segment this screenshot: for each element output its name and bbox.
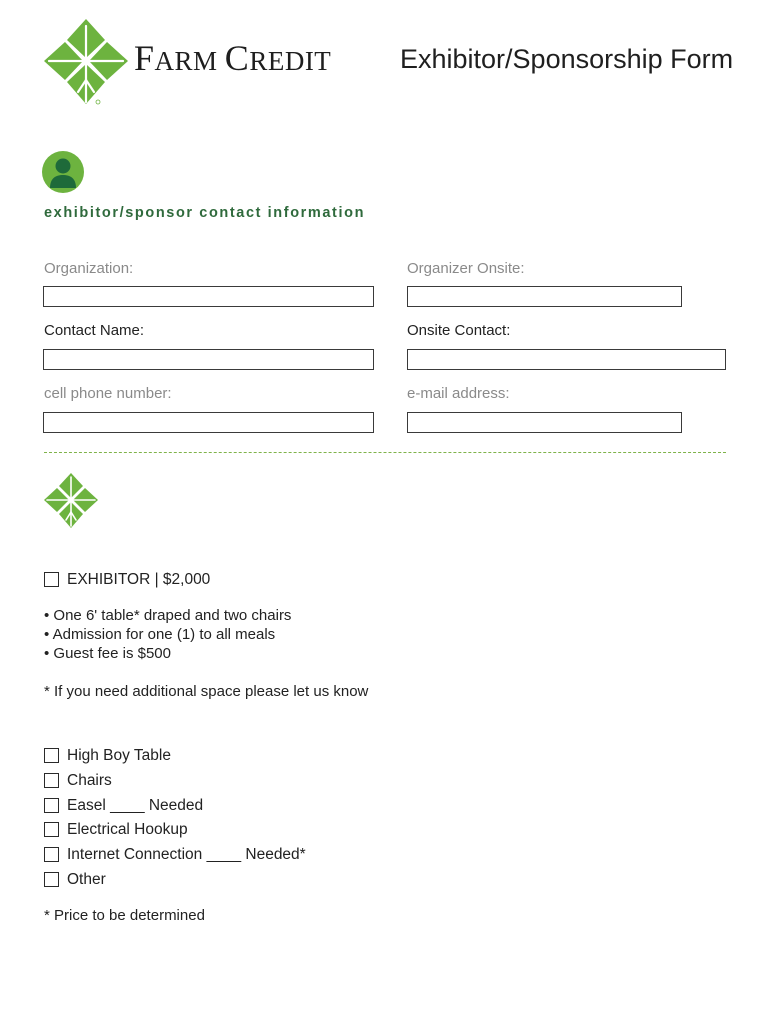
organizer-onsite-field[interactable] bbox=[407, 286, 682, 307]
page-title: Exhibitor/Sponsorship Form bbox=[400, 44, 734, 74]
list-item: • Admission for one (1) to all meals bbox=[44, 626, 276, 643]
organization-label: Organization: bbox=[44, 260, 134, 277]
extra-option-label: Internet Connection ____ Needed* bbox=[67, 846, 306, 863]
farm-credit-leaf-logo-icon bbox=[43, 18, 129, 108]
person-avatar-icon bbox=[42, 151, 84, 193]
list-item: • Guest fee is $500 bbox=[44, 645, 171, 662]
exhibitor-option[interactable] bbox=[44, 572, 210, 588]
exhibitor-checkbox[interactable] bbox=[44, 572, 59, 587]
organization-field[interactable] bbox=[43, 286, 374, 307]
contact-name-field[interactable] bbox=[43, 349, 374, 370]
extra-option-easel[interactable] bbox=[44, 798, 203, 814]
brand-wordmark-letter: F bbox=[134, 38, 155, 78]
checkbox-empty-icon[interactable] bbox=[44, 748, 59, 763]
extra-option-label: High Boy Table bbox=[67, 747, 171, 764]
extra-option-label: Chairs bbox=[67, 772, 112, 789]
extra-option-other[interactable] bbox=[44, 872, 106, 888]
email-field[interactable] bbox=[407, 412, 682, 433]
email-label: e-mail address: bbox=[407, 385, 510, 402]
checkbox-empty-icon[interactable] bbox=[44, 822, 59, 837]
extra-option-label: Easel ____ Needed bbox=[67, 797, 204, 814]
leaf-emblem-icon bbox=[43, 472, 99, 530]
contact-name-label: Contact Name: bbox=[44, 322, 145, 339]
extra-option-internet-connection[interactable] bbox=[44, 847, 306, 863]
extra-option-high-boy-table[interactable] bbox=[44, 748, 171, 764]
exhibitor-option-label: EXHIBITOR | $2,000 bbox=[67, 571, 211, 588]
section-divider bbox=[44, 452, 726, 453]
section-heading: exhibitor/sponsor contact information bbox=[44, 205, 366, 221]
extra-option-label: Other bbox=[67, 871, 106, 888]
onsite-contact-label: Onsite Contact: bbox=[407, 322, 511, 339]
list-item: • One 6' table* draped and two chairs bbox=[44, 607, 292, 624]
brand-wordmark-part: REDIT bbox=[249, 46, 332, 76]
brand-wordmark-letter: C bbox=[224, 38, 250, 78]
organizer-onsite-label: Organizer Onsite: bbox=[407, 260, 525, 277]
additional-space-note: * If you need additional space please let us know bbox=[44, 683, 369, 700]
onsite-contact-field[interactable] bbox=[407, 349, 726, 370]
checkbox-empty-icon[interactable] bbox=[44, 872, 59, 887]
extra-option-label: Electrical Hookup bbox=[67, 821, 188, 838]
cell-phone-field[interactable] bbox=[43, 412, 374, 433]
extra-option-chairs[interactable] bbox=[44, 773, 112, 789]
checkbox-empty-icon[interactable] bbox=[44, 847, 59, 862]
brand-wordmark-part: ARM bbox=[154, 46, 225, 76]
extra-option-electrical-hookup[interactable] bbox=[44, 822, 188, 838]
checkbox-empty-icon[interactable] bbox=[44, 773, 59, 788]
checkbox-empty-icon[interactable] bbox=[44, 798, 59, 813]
price-note: * Price to be determined bbox=[44, 907, 205, 924]
brand-wordmark bbox=[134, 40, 331, 76]
cell-phone-label: cell phone number: bbox=[44, 385, 172, 402]
